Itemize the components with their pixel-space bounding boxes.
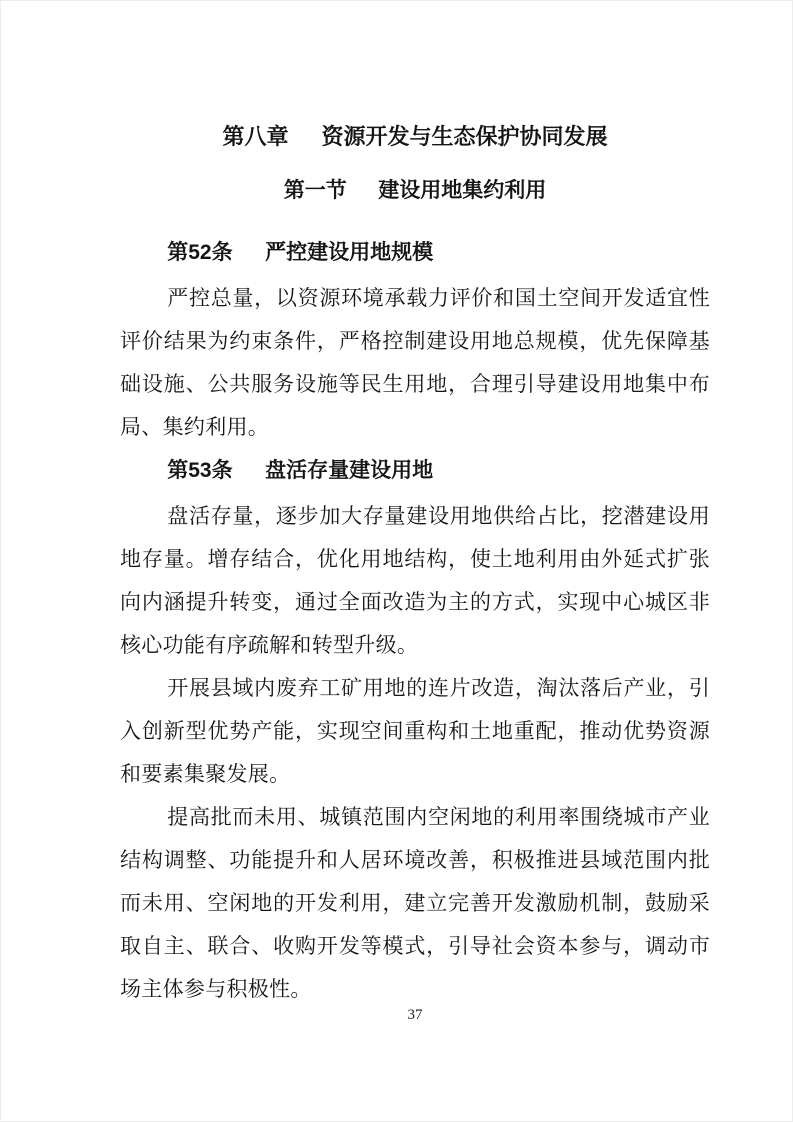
article-52-title-text: 严控建设用地规模 <box>265 241 434 264</box>
article-53-label: 第53条 <box>167 459 233 482</box>
article-53-paragraph: 开展县域内废弃工矿用地的连片改造，淘汰落后产业，引入创新型优势产能，实现空间重构和土地重配，推动优势资源和要素集聚发展。 <box>120 676 710 786</box>
article-53-title-text: 盘活存量建设用地 <box>265 459 434 482</box>
article-52 <box>120 231 710 449</box>
section-label: 第一节 <box>283 179 347 202</box>
section-heading <box>120 175 710 207</box>
article-53 <box>120 449 710 1011</box>
article-53-paragraph: 盘活存量，逐步加大存量建设用地供给占比，挖潜建设用地存量。增存结合，优化用地结构，使土地利用由外延式扩张向内涵提升转变，通过全面改造为主的方式，实现中心城区非核心功能有序疏解和转型升级。 <box>120 504 710 657</box>
chapter-label: 第八章 <box>222 124 289 149</box>
section-title-text: 建设用地集约利用 <box>378 179 547 202</box>
article-53-heading <box>120 449 710 492</box>
article-52-paragraph: 严控总量，以资源环境承载力评价和国土空间开发适宜性评价结果为约束条件，严格控制建设用地总规模，优先保障基础设施、公共服务设施等民生用地，合理引导建设用地集中布局、集约利用。 <box>120 286 710 439</box>
article-52-heading <box>120 231 710 274</box>
article-53-paragraph: 提高批而未用、城镇范围内空闲地的利用率围绕城市产业结构调整、功能提升和人居环境改善，积极推进县域范围内批而未用、空闲地的开发利用，建立完善开发激励机制，鼓励采取自主、联合、收购开发等模式，引导社会资本参与，调动市场主体参与积极性。 <box>120 805 710 1001</box>
article-52-label: 第52条 <box>167 241 233 264</box>
chapter-title-text: 资源开发与生态保护协同发展 <box>321 124 608 149</box>
chapter-heading <box>120 121 710 153</box>
document-content <box>120 0 710 1011</box>
page-number: 37 <box>407 1007 423 1023</box>
